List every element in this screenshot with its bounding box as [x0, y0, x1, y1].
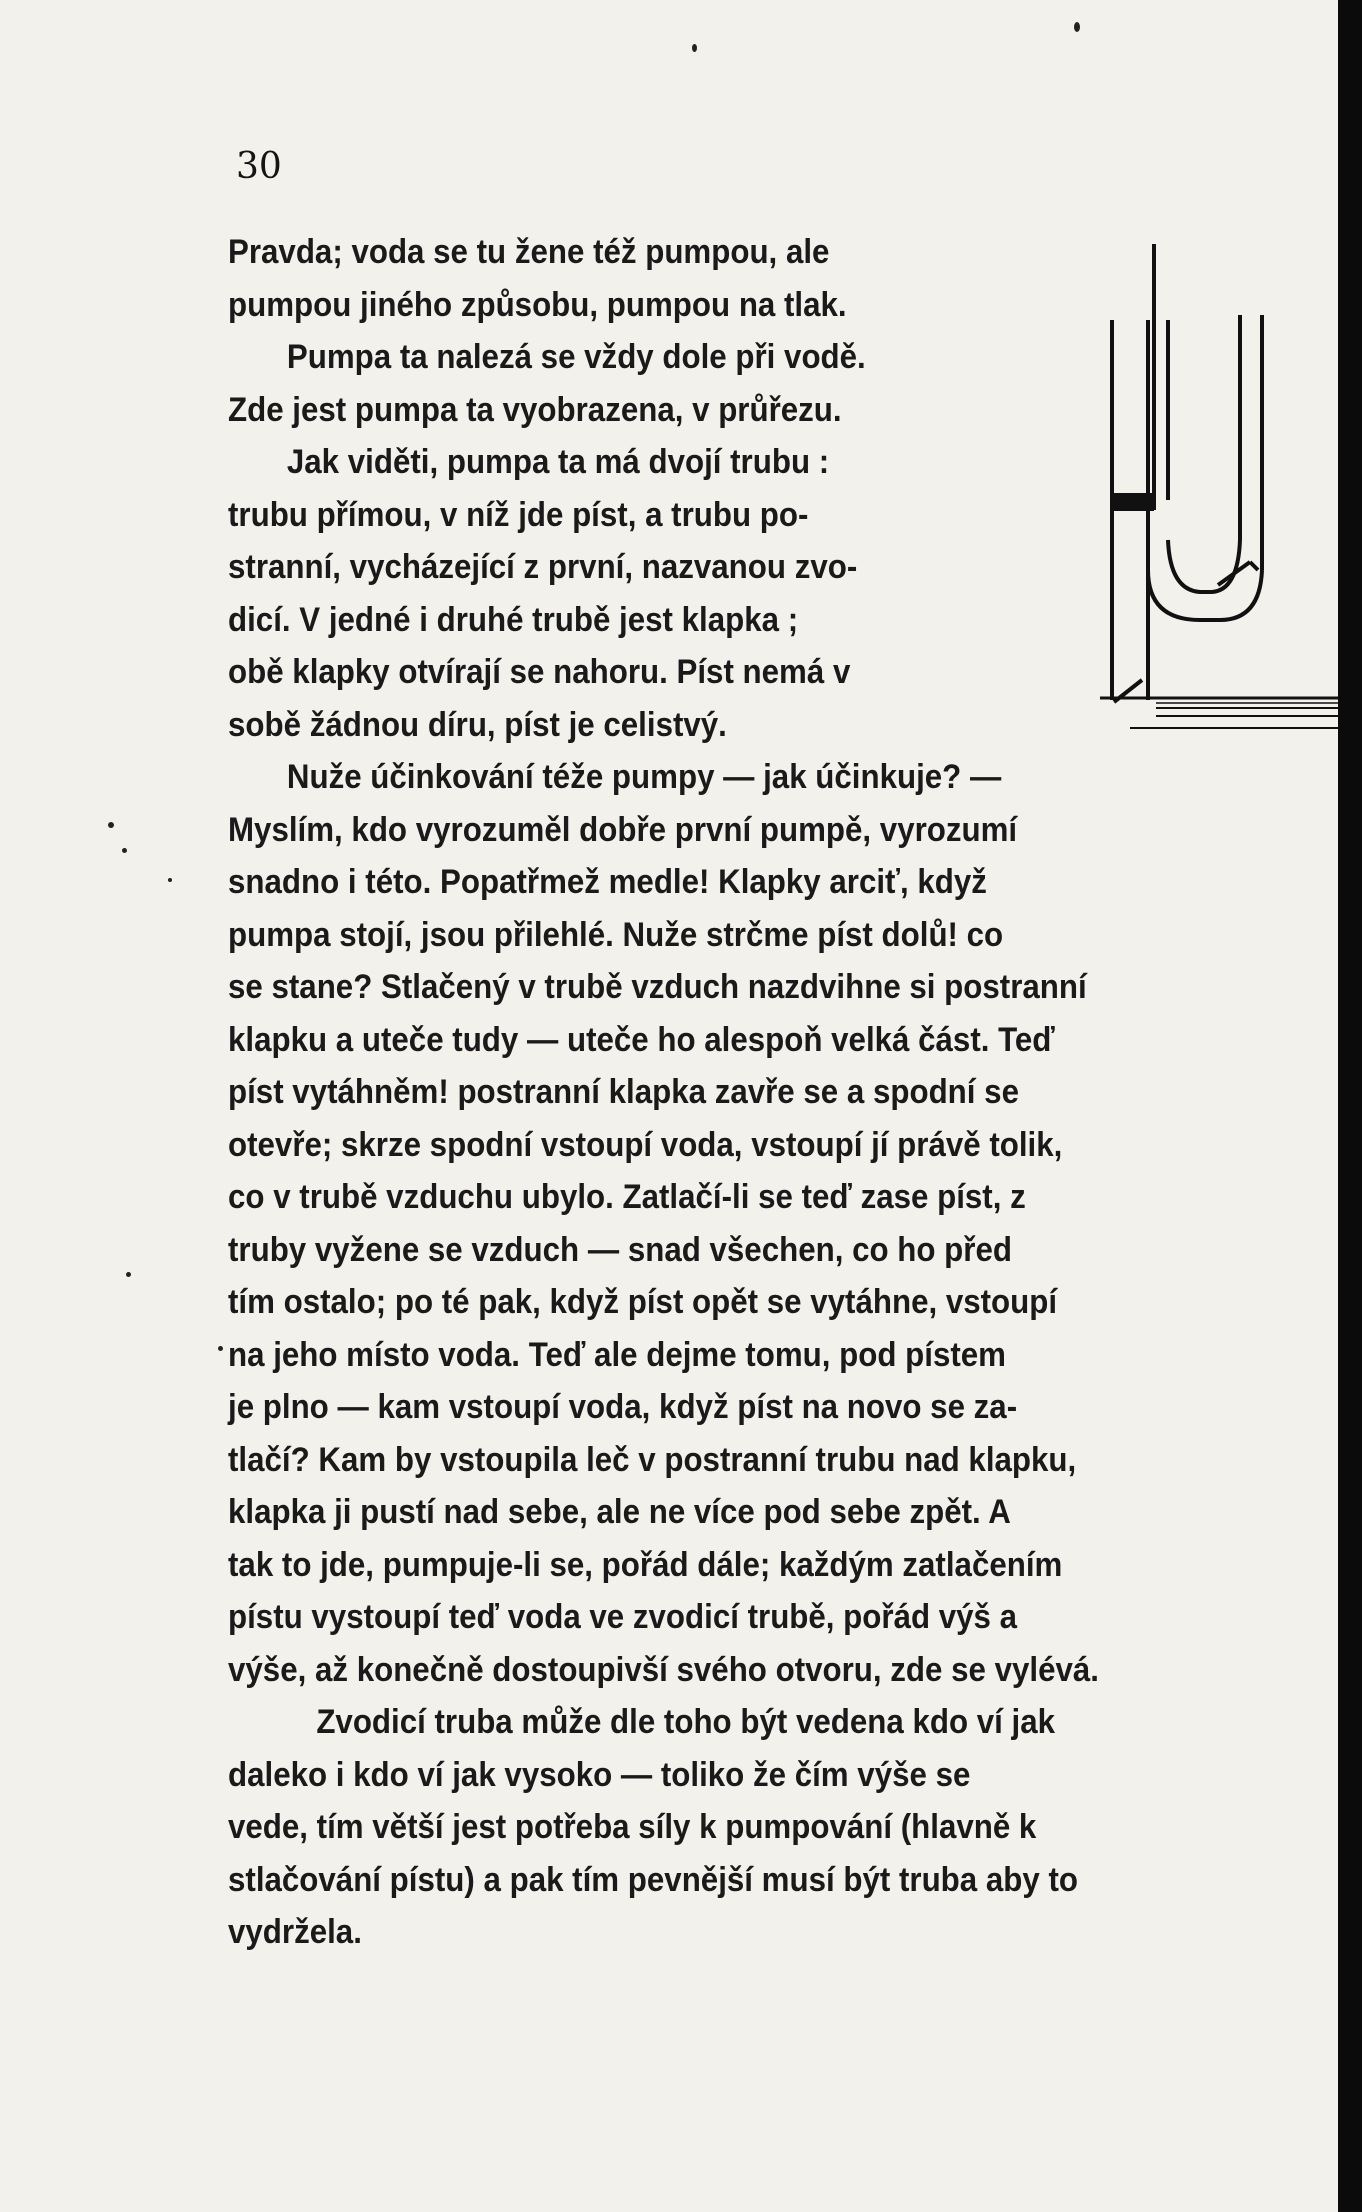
text-line: Pumpa ta nalezá se vždy dole při vodě. — [286, 338, 866, 376]
text-line: dicí. V jedné i druhé trubě jest klapka ; — [228, 600, 799, 639]
text-line: Nuže účinkování téže pumpy — jak účinkuje? — — [286, 758, 1002, 796]
text-line: co v trubě vzduchu ubylo. Zatlačí-li se teď zase píst, z — [228, 1178, 1026, 1216]
text-line: otevře; skrze spodní vstoupí voda, vstoupí jí právě tolik, — [228, 1125, 1063, 1164]
text-line: stranní, vycházející z první, nazvanou zvo- — [228, 548, 858, 586]
text-line: tlačí? Kam by vstoupila leč v postranní trubu nad klapku, — [228, 1440, 1077, 1479]
text-line: trubu přímou, v níž jde píst, a trubu po- — [228, 495, 809, 534]
scan-speck — [692, 44, 697, 52]
text-line: klapka ji pustí nad sebe, ale ne více pod sebe zpět. A — [228, 1493, 1011, 1531]
text-line: Myslím, kdo vyrozuměl dobře první pumpě, vyrozumí — [228, 810, 1018, 849]
scan-border — [1338, 0, 1362, 2212]
scan-speck — [122, 848, 127, 853]
body-text — [228, 226, 1222, 1959]
pump-cross-section-diagram — [1100, 240, 1340, 740]
scan-speck — [126, 1272, 131, 1277]
scan-speck — [218, 1346, 223, 1351]
text-line: Zde jest pumpa ta vyobrazena, v průřezu. — [228, 390, 842, 429]
text-line: je plno — kam vstoupí voda, když píst na novo se za- — [228, 1388, 1018, 1426]
scan-speck — [1074, 22, 1080, 32]
text-line: píst vytáhněm! postranní klapka zavře se a spodní se — [228, 1073, 1019, 1111]
text-line: pumpa stojí, jsou přilehlé. Nuže strčme píst dolů! co — [228, 915, 1004, 954]
text-line: stlačování pístu) a pak tím pevnější musí být truba aby to — [228, 1860, 1078, 1899]
text-line: daleko i kdo ví jak vysoko — toliko že čím výše se — [228, 1755, 971, 1794]
text-line: se stane? Stlačený v trubě vzduch nazdvihne si postranní — [228, 968, 1087, 1006]
text-line: výše, až konečně dostoupivší svého otvoru, zde se vylévá. — [228, 1650, 1099, 1689]
text-line: klapku a uteče tudy — uteče ho alespoň velká část. Teď — [228, 1020, 1055, 1059]
text-line: pumpou jiného způsobu, pumpou na tlak. — [228, 285, 847, 324]
text-line: Zvodicí truba může dle toho být vedena kdo ví jak — [316, 1703, 1056, 1741]
scan-speck — [108, 822, 114, 828]
text-line: Jak viděti, pumpa ta má dvojí trubu : — [286, 443, 830, 481]
scan-speck — [168, 878, 172, 882]
text-line: vydržela. — [228, 1913, 362, 1951]
text-line: na jeho místo voda. Teď ale dejme tomu, pod pístem — [228, 1335, 1006, 1374]
text-line: pístu vystoupí teď voda ve zvodicí trubě, pořád výš a — [228, 1598, 1018, 1636]
text-line: tím ostalo; po té pak, když píst opět se vytáhne, vstoupí — [228, 1283, 1058, 1321]
text-line: snadno i této. Popatřmež medle! Klapky arciť, když — [228, 863, 987, 901]
text-line: tak to jde, pumpuje-li se, pořád dále; každým zatlačením — [228, 1545, 1063, 1584]
text-line: truby vyžene se vzduch — snad všechen, co ho před — [228, 1230, 1012, 1269]
page-number: 30 — [236, 146, 282, 187]
text-line: obě klapky otvírají se nahoru. Píst nemá v — [228, 653, 851, 691]
text-line: sobě žádnou díru, píst je celistvý. — [228, 705, 727, 744]
text-line: Pravda; voda se tu žene též pumpou, ale — [228, 233, 830, 271]
text-line: vede, tím větší jest potřeba síly k pumpování (hlavně k — [228, 1808, 1037, 1846]
